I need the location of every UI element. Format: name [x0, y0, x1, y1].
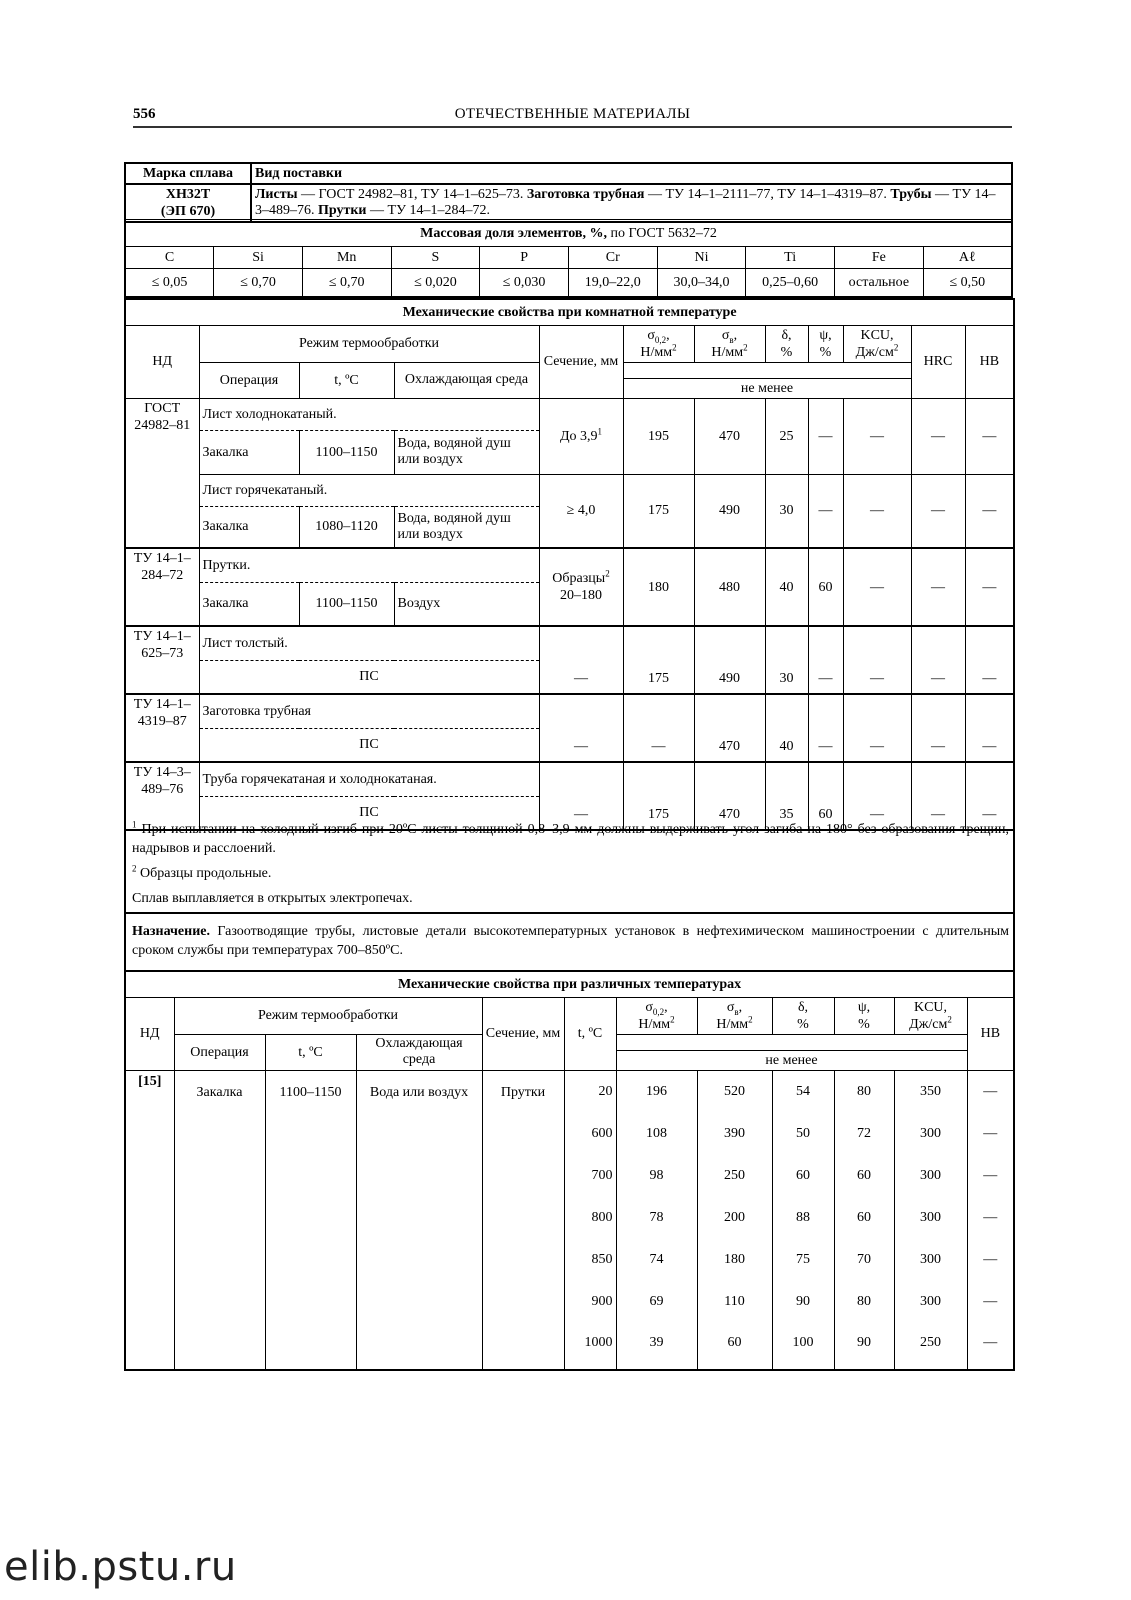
sigma-sub: в [729, 334, 734, 345]
psi-value: — [808, 474, 843, 548]
purpose-block [124, 912, 1015, 972]
unit: % [797, 1016, 809, 1032]
element-value: 30,0–34,0 [657, 269, 746, 297]
s02-value: 196 [616, 1070, 697, 1112]
supply-label: Вид поставки [251, 163, 1012, 184]
not-less-label: не менее [616, 1050, 967, 1070]
col-psi [834, 997, 894, 1034]
col-hrc: HRC [911, 325, 965, 398]
psi-value: 80 [834, 1280, 894, 1322]
sv-value: 490 [694, 626, 765, 694]
col-hb: HB [965, 325, 1014, 398]
element-value: ≤ 0,50 [923, 269, 1012, 297]
composition-title-bold: Массовая доля элементов, %, [420, 225, 607, 241]
test-temp-value: 850 [564, 1238, 616, 1280]
element-value: ≤ 0,70 [214, 269, 303, 297]
unit: Н/мм [638, 1016, 671, 1032]
unit: Дж/см [855, 344, 894, 360]
footnotes [124, 816, 1015, 914]
hb-value: — [967, 1112, 1014, 1154]
composition-title [125, 220, 1012, 247]
various-temp-table [124, 970, 1015, 1371]
kcu-value: 300 [894, 1196, 967, 1238]
grade-cell [125, 184, 251, 222]
s02-value: 175 [623, 762, 694, 830]
section-cell: До $3,9^1$ [539, 398, 623, 474]
sv-value: 390 [697, 1112, 772, 1154]
col-s02: $\sigma_{0,2}$, $Н/мм^2$ [616, 997, 697, 1034]
delta-value: 40 [765, 548, 808, 626]
ps-label: ПС [199, 796, 539, 830]
col-cooling: Охлаждающая среда [394, 362, 539, 398]
hb-value: — [965, 398, 1014, 474]
grade-alt: (ЭП 670) [160, 204, 216, 219]
delta-value: 30 [765, 626, 808, 694]
element-header: C [125, 247, 214, 269]
hb-value: — [965, 626, 1014, 694]
test-temp-value: 900 [564, 1280, 616, 1322]
page-number: 556 [133, 106, 156, 122]
hb-value: — [965, 474, 1014, 548]
col-cooling: Охлаждающая среда [356, 1034, 482, 1070]
col-temp: t, ºC [299, 362, 394, 398]
psi-value: 70 [834, 1238, 894, 1280]
section-cell: Образцы$^2$ 20–180 [539, 548, 623, 626]
col-kcu: KCU, $Дж/см^2$ [894, 997, 967, 1034]
composition-table [124, 219, 1013, 298]
delta-value: 54 [772, 1070, 834, 1112]
section-value: — [539, 694, 623, 762]
hrc-value: — [911, 762, 965, 830]
sigma-symbol: σ [721, 327, 730, 343]
grade-name: ХН32Т [165, 187, 211, 202]
grade-label: Марка сплава [125, 163, 251, 184]
section-value: — [539, 626, 623, 694]
delta-value: 60 [772, 1154, 834, 1196]
s02-value: 108 [616, 1112, 697, 1154]
not-less-label: не менее [623, 378, 911, 398]
ps-label: ПС [199, 660, 539, 694]
element-header: Aℓ [923, 247, 1012, 269]
supply-text [251, 184, 1012, 222]
subhead-thick-sheet: Лист толстый. [199, 626, 539, 660]
operation-value: Закалка [174, 1070, 265, 1370]
footnote-2-text: Образцы продольные. [136, 866, 272, 881]
melting-note: Сплав выплавляется в открытых электропечах. [132, 891, 413, 906]
footnote-1-text: При испытании на холодный изгиб при 20ºС листы толщиной 0,8–3,9 мм должны выдерживать угол загиба на 180° без образования трещин, надрывов и расслоений. [132, 822, 1009, 856]
hrc-value: — [911, 474, 965, 548]
unit: % [858, 1016, 870, 1032]
element-header: Ti [746, 247, 835, 269]
composition-title-rest: по ГОСТ 5632–72 [606, 225, 717, 241]
col-hb: HB [967, 997, 1014, 1070]
s02-value: 69 [616, 1280, 697, 1322]
element-header: Ni [657, 247, 746, 269]
hb-value: — [965, 548, 1014, 626]
nd-ref: [15] [125, 1070, 174, 1370]
test-temp-value: 20 [564, 1070, 616, 1112]
operation-value: Закалка [199, 506, 299, 548]
kcu-value: — [843, 626, 911, 694]
col-regime: Режим термообработки [174, 997, 482, 1034]
footnote-1: $^1$ При испытании на холодный изгиб при 20ºС листы толщиной 0,8–3,9 мм должны выдерживать угол загиба на 180° без образования трещин, надрывов и расслоений. [132, 819, 1009, 856]
s02-value: 180 [623, 548, 694, 626]
element-value: ≤ 0,70 [302, 269, 391, 297]
hb-value: — [967, 1070, 1014, 1112]
page-header [133, 106, 1012, 128]
element-value: ≤ 0,020 [391, 269, 480, 297]
col-delta [765, 325, 808, 362]
sigma-symbol: σ [645, 999, 653, 1015]
psi-value: 60 [834, 1154, 894, 1196]
supply-bars: Прутки [318, 203, 367, 218]
delta-value: 50 [772, 1112, 834, 1154]
col-section: Сечение, мм [539, 325, 623, 398]
cooling-value: Вода или воздух [356, 1070, 482, 1370]
kcu-value: 300 [894, 1112, 967, 1154]
subhead-pipe: Труба горячекатаная и холоднокатаная. [199, 762, 539, 796]
element-header: Si [214, 247, 303, 269]
element-value: ≤ 0,030 [480, 269, 569, 297]
subhead-pipe-billet: Заготовка трубная [199, 694, 539, 728]
delta-value: 88 [772, 1196, 834, 1238]
nd-gost-24982: ГОСТ 24982–81 [125, 398, 199, 548]
psi-value: — [808, 398, 843, 474]
supply-sheets-std: — ГОСТ 24982–81, ТУ 14–1–625–73. [297, 187, 527, 202]
s02-value: 39 [616, 1322, 697, 1370]
sv-value: 250 [697, 1154, 772, 1196]
s02-value: 195 [623, 398, 694, 474]
col-section: Сечение, мм [482, 997, 564, 1070]
nd-tu-14-1-4319: ТУ 14–1–4319–87 [125, 694, 199, 762]
element-header: Mn [302, 247, 391, 269]
sigma-symbol: σ [726, 999, 735, 1015]
sv-value: 490 [694, 474, 765, 548]
delta-value: 25 [765, 398, 808, 474]
hb-value: — [967, 1322, 1014, 1370]
unit: Н/мм [716, 1016, 749, 1032]
element-value: 0,25–0,60 [746, 269, 835, 297]
s02-value: 78 [616, 1196, 697, 1238]
element-value: 19,0–22,0 [568, 269, 657, 297]
col-kcu: KCU, $Дж/см^2$ [843, 325, 911, 362]
hb-value: — [965, 762, 1014, 830]
test-temp-value: 600 [564, 1112, 616, 1154]
supply-pipes: Трубы [890, 187, 932, 202]
col-operation: Операция [174, 1034, 265, 1070]
sv-value: 520 [697, 1070, 772, 1112]
sigma-symbol: σ [647, 327, 655, 343]
unit: % [819, 344, 832, 360]
s02-value: 175 [623, 474, 694, 548]
unit: Дж/см [909, 1016, 948, 1032]
hb-value: — [967, 1280, 1014, 1322]
psi-value: 80 [834, 1070, 894, 1112]
col-psi [808, 325, 843, 362]
kcu-label: KCU, [860, 327, 894, 343]
hb-value: — [965, 694, 1014, 762]
temp-value: 1100–1150 [265, 1070, 356, 1370]
supply-billet-std: — ТУ 14–1–2111–77, ТУ 14–1–4319–87. [644, 187, 891, 202]
col-regime: Режим термообработки [199, 325, 539, 362]
psi-value: — [808, 626, 843, 694]
kcu-value: 300 [894, 1280, 967, 1322]
psi-symbol: ψ, [819, 327, 832, 343]
psi-value: 90 [834, 1322, 894, 1370]
psi-value: 60 [834, 1196, 894, 1238]
supply-billet: Заготовка трубная [526, 187, 645, 202]
kcu-value: 250 [894, 1322, 967, 1370]
purpose-text: Газоотводящие трубы, листовые детали высокотемпературных установок в нефтехимическом машиностроении с длительным сроком службы при температурах 700–850ºС. [132, 924, 1009, 958]
sv-value: 110 [697, 1280, 772, 1322]
room-temp-table [124, 298, 1015, 831]
hb-value: — [967, 1196, 1014, 1238]
sv-value: 200 [697, 1196, 772, 1238]
cooling-value: Вода, водяной душ или воздух [394, 430, 539, 474]
delta-value: 35 [765, 762, 808, 830]
psi-value: — [808, 694, 843, 762]
purpose-label: Назначение. [132, 924, 210, 939]
sigma-sub: 0,2 [652, 1006, 665, 1017]
sv-value: 180 [697, 1238, 772, 1280]
col-temp: t, ºC [265, 1034, 356, 1070]
nd-tu-14-1-625: ТУ 14–1–625–73 [125, 626, 199, 694]
unit: Н/мм [640, 344, 673, 360]
hrc-value: — [911, 548, 965, 626]
kcu-value: — [843, 762, 911, 830]
col-sv: $\sigma_в$, $Н/мм^2$ [697, 997, 772, 1034]
kcu-value: — [843, 474, 911, 548]
ps-label: ПС [199, 728, 539, 762]
subhead-cold-rolled: Лист холоднокатаный. [199, 398, 539, 430]
sv-value: 60 [697, 1322, 772, 1370]
delta-value: 100 [772, 1322, 834, 1370]
element-header: P [480, 247, 569, 269]
col-sv: $\sigma_в$, $Н/мм^2$ [694, 325, 765, 362]
section-value: Прутки [482, 1070, 564, 1370]
section-value: Образцы [552, 571, 606, 586]
supply-pipes-std: — ТУ 14–3–489–76. [255, 187, 996, 218]
sv-value: 470 [694, 694, 765, 762]
hb-value: — [967, 1238, 1014, 1280]
various-temp-title: Механические свойства при различных температурах [125, 971, 1014, 997]
supply-sheets: Листы [255, 187, 298, 202]
kcu-value: — [843, 694, 911, 762]
operation-value: Закалка [199, 430, 299, 474]
footnote-2: $^2$ Образцы продольные. [132, 863, 272, 881]
kcu-value: 300 [894, 1238, 967, 1280]
section-value: ≥ 4,0 [539, 474, 623, 548]
s02-value: 175 [623, 626, 694, 694]
grade-table [124, 162, 1013, 223]
element-header: Fe [835, 247, 924, 269]
test-temp-value: 700 [564, 1154, 616, 1196]
element-value: ≤ 0,05 [125, 269, 214, 297]
unit: Н/мм [711, 344, 744, 360]
delta-value: 30 [765, 474, 808, 548]
running-title: ОТЕЧЕСТВЕННЫЕ МАТЕРИАЛЫ [454, 106, 691, 122]
psi-value: 60 [808, 548, 843, 626]
temp-value: 1100–1150 [299, 430, 394, 474]
section-range: 20–180 [560, 588, 602, 603]
kcu-label: KCU, [913, 999, 948, 1015]
subhead-hot-rolled: Лист горячекатаный. [199, 474, 539, 506]
supply-bars-std: — ТУ 14–1–284–72. [366, 203, 490, 218]
sv-value: 480 [694, 548, 765, 626]
unit: % [780, 344, 793, 360]
delta-symbol: δ, [781, 327, 792, 343]
delta-symbol: δ, [797, 999, 809, 1015]
psi-value: 60 [808, 762, 843, 830]
section-value: До 3,9 [559, 428, 598, 444]
hrc-value: — [911, 398, 965, 474]
element-header: Cr [568, 247, 657, 269]
test-temp-value: 1000 [564, 1322, 616, 1370]
col-operation: Операция [199, 362, 299, 398]
delta-value: 90 [772, 1280, 834, 1322]
kcu-value: 300 [894, 1154, 967, 1196]
delta-value: 75 [772, 1238, 834, 1280]
cooling-value: Вода, водяной душ или воздух [394, 506, 539, 548]
temp-value: 1080–1120 [299, 506, 394, 548]
subhead-bars: Прутки. [199, 548, 539, 582]
kcu-value: — [843, 548, 911, 626]
cooling-value: Воздух [394, 582, 539, 626]
col-nd: НД [125, 997, 174, 1070]
section-value: — [539, 762, 623, 830]
kcu-value: — [843, 398, 911, 474]
room-temp-title: Механические свойства при комнатной температуре [125, 299, 1014, 325]
element-value: остальное [835, 269, 924, 297]
col-nd: НД [125, 325, 199, 398]
s02-value: — [623, 694, 694, 762]
temp-value: 1100–1150 [299, 582, 394, 626]
hrc-value: — [911, 626, 965, 694]
psi-value: 72 [834, 1112, 894, 1154]
delta-value: 40 [765, 694, 808, 762]
test-temp-value: 800 [564, 1196, 616, 1238]
element-header: S [391, 247, 480, 269]
sigma-sub: 0,2 [654, 334, 667, 345]
col-s02: $\sigma_{0,2}$, $Н/мм^2$ [623, 325, 694, 362]
hb-value: — [967, 1154, 1014, 1196]
col-delta [772, 997, 834, 1034]
operation-value: Закалка [199, 582, 299, 626]
s02-value: 98 [616, 1154, 697, 1196]
hrc-value: — [911, 694, 965, 762]
watermark: elib.pstu.ru [4, 1544, 237, 1590]
kcu-value: 350 [894, 1070, 967, 1112]
sv-value: 470 [694, 398, 765, 474]
s02-value: 74 [616, 1238, 697, 1280]
nd-tu-14-3-489: ТУ 14–3–489–76 [125, 762, 199, 830]
sv-value: 470 [694, 762, 765, 830]
sigma-sub: в [734, 1006, 739, 1017]
nd-tu-14-1-284: ТУ 14–1–284–72 [125, 548, 199, 626]
psi-symbol: ψ, [857, 999, 871, 1015]
col-test-temp: t, ºC [564, 997, 616, 1070]
